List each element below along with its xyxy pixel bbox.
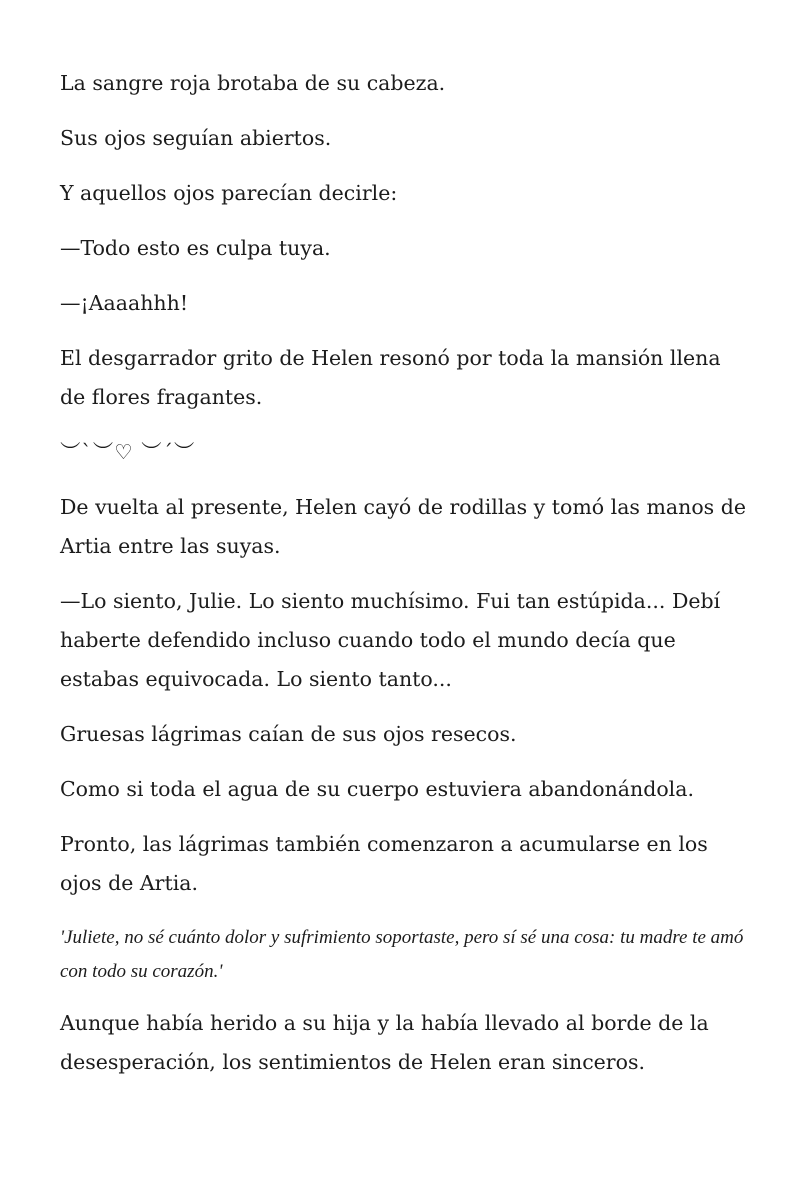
paragraph: Sus ojos seguían abiertos.	[60, 126, 332, 150]
paragraph: El desgarrador grito de Helen resonó por toda la mansión llena de flores fragantes.	[60, 346, 721, 409]
paragraph: Aunque había herido a su hija y la había llevado al borde de la desesperación, los sentimientos de Helen eran sinceros.	[60, 1011, 709, 1074]
paragraph: La sangre roja brotaba de su cabeza.	[60, 71, 446, 95]
paragraph: Gruesas lágrimas caían de sus ojos resecos.	[60, 722, 517, 746]
paragraph: De vuelta al presente, Helen cayó de rodillas y tomó las manos de Artia entre las suyas.	[60, 495, 746, 558]
chapter-text	[60, 64, 750, 1098]
paragraph: Pronto, las lágrimas también comenzaron a acumularse en los ojos de Artia.	[60, 832, 708, 895]
dialogue-paragraph: —¡Aaaahhh!	[60, 291, 189, 315]
paragraph: Como si toda el agua de su cuerpo estuviera abandonándola.	[60, 777, 694, 801]
dialogue-paragraph: —Todo esto es culpa tuya.	[60, 236, 331, 260]
inner-thought-paragraph: 'Juliete, no sé cuánto dolor y sufrimiento soportaste, pero sí sé una cosa: tu madre te amó con todo su corazón.'	[60, 927, 744, 982]
dialogue-paragraph: —Lo siento, Julie. Lo siento muchísimo. Fui tan estúpida... Debí haberte defendido incluso cuando todo el mundo decía que estabas equivocada. Lo siento tanto...	[60, 589, 721, 691]
scene-separator: ︶`︶♡ ︶´︶	[60, 440, 196, 464]
paragraph: Y aquellos ojos parecían decirle:	[60, 181, 398, 205]
